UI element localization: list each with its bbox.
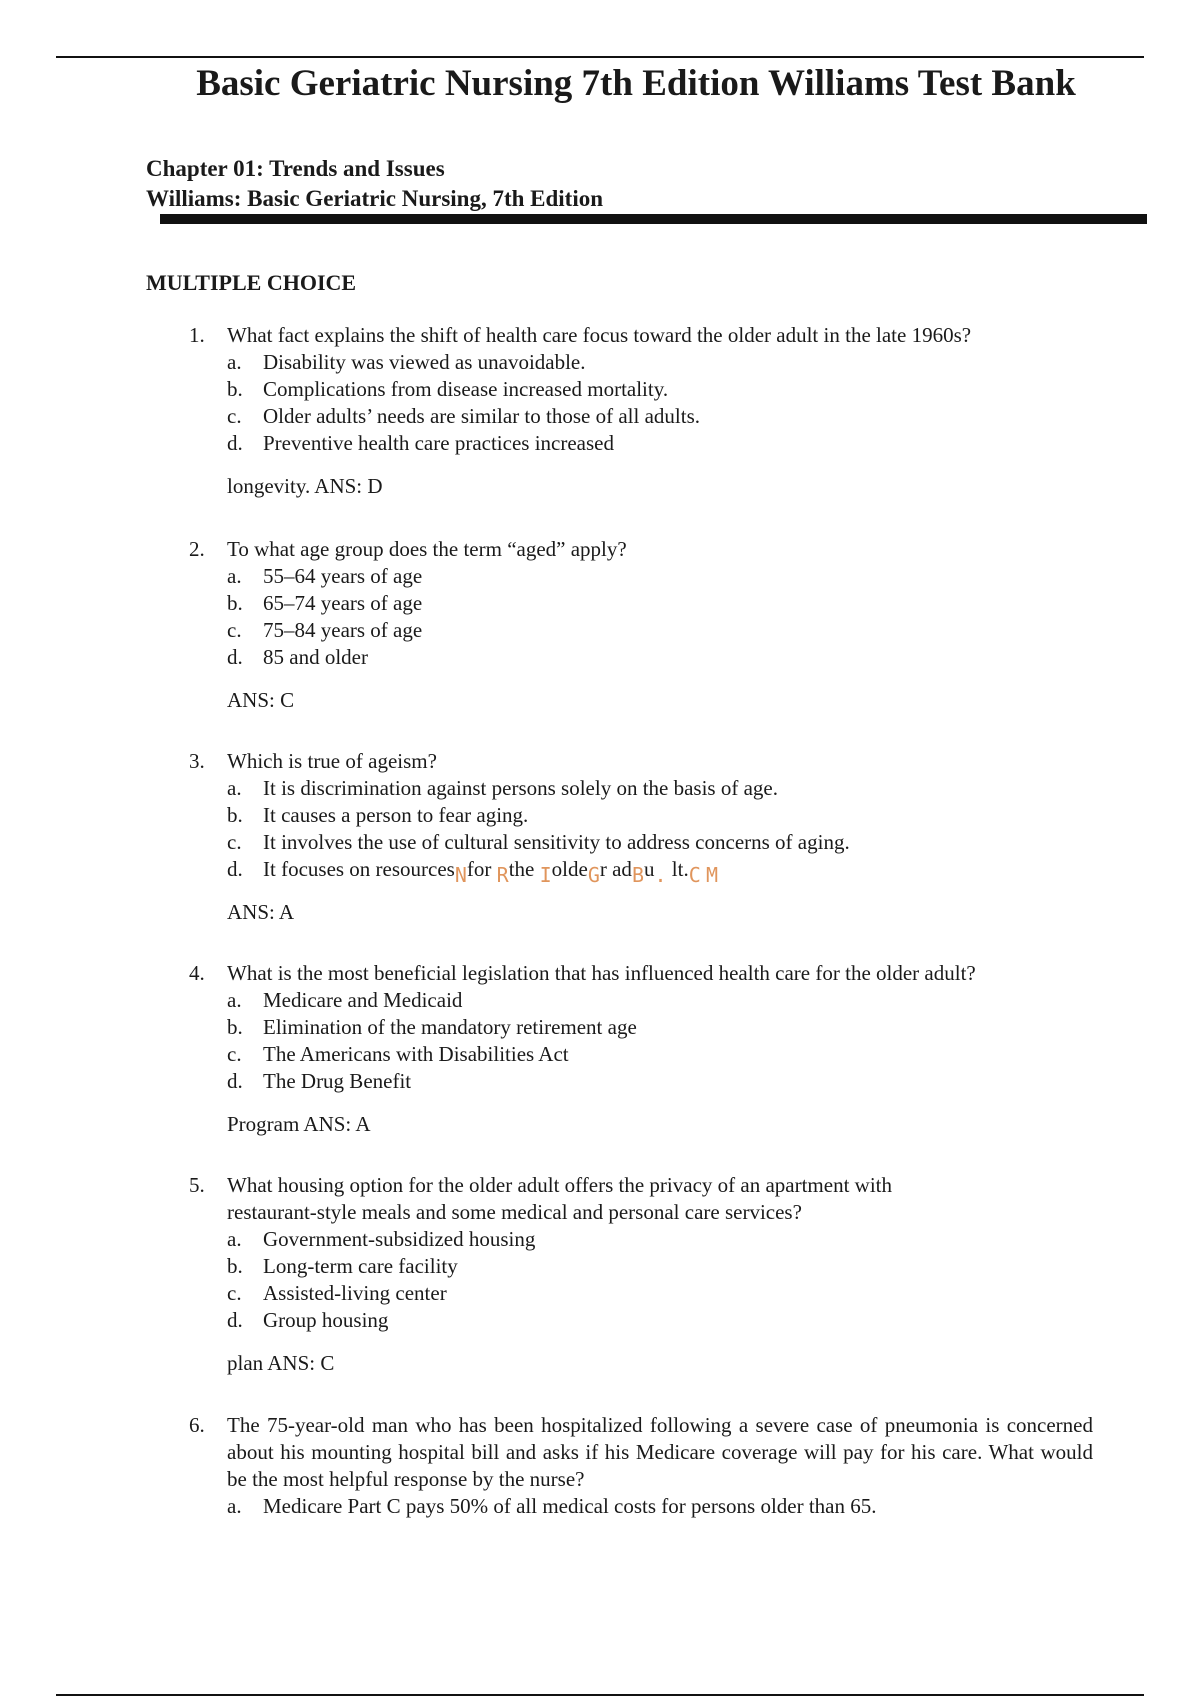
section-heading: MULTIPLE CHOICE [146, 270, 357, 295]
option-label: b. [227, 803, 243, 827]
option-text [263, 856, 719, 887]
option-label: d. [227, 1069, 243, 1093]
option-text: Group housing [263, 1308, 389, 1332]
option-b [227, 1253, 947, 1280]
bottom-rule [56, 1694, 1144, 1696]
option-a [227, 1493, 1093, 1520]
option-text: It involves the use of cultural sensitivity to address concerns of aging. [263, 830, 850, 854]
option-b [227, 1014, 1093, 1041]
question-6 [189, 1412, 1093, 1520]
text-fragment: olde [551, 857, 588, 881]
question-text: Which is true of ageism? [227, 749, 437, 773]
option-text: Older adults’ needs are similar to those of all adults. [263, 404, 700, 428]
option-c [227, 617, 1093, 644]
watermark-letter: R [496, 863, 509, 887]
question-1 [189, 322, 1093, 500]
option-label: c. [227, 618, 242, 642]
option-d [227, 1068, 1093, 1095]
option-label: c. [227, 830, 242, 854]
option-label: b. [227, 1254, 243, 1278]
text-fragment: r ad [599, 857, 632, 881]
option-label: c. [227, 1281, 242, 1305]
option-a [227, 775, 1093, 802]
option-text: The Drug Benefit [263, 1069, 412, 1093]
option-label: b. [227, 377, 243, 401]
option-label: a. [227, 564, 242, 588]
watermark-letter: C [688, 863, 701, 887]
option-text: Long-term care facility [263, 1254, 458, 1278]
option-label: a. [227, 350, 242, 374]
question-text: What is the most beneficial legislation that has influenced health care for the older adult? [227, 961, 976, 985]
option-text: Elimination of the mandatory retirement age [263, 1015, 637, 1039]
watermark-letter: M [706, 863, 719, 887]
answer-line: longevity. ANS: D [227, 474, 383, 498]
option-text: Complications from disease increased mortality. [263, 377, 669, 401]
question-number: 2. [189, 537, 205, 561]
option-d [227, 430, 1093, 457]
option-b [227, 802, 1093, 829]
option-text: Assisted-living center [263, 1281, 447, 1305]
watermark-letter: I [539, 863, 552, 887]
answer-line: plan ANS: C [227, 1351, 335, 1375]
option-a [227, 1226, 947, 1253]
option-label: c. [227, 404, 242, 428]
option-text: The Americans with Disabilities Act [263, 1042, 569, 1066]
question-3 [189, 748, 1093, 926]
option-text: Medicare Part C pays 50% of all medical costs for persons older than 65. [263, 1494, 877, 1518]
question-number: 6. [189, 1413, 205, 1437]
option-text: 85 and older [263, 645, 368, 669]
option-label: a. [227, 1227, 242, 1251]
option-text: 75–84 years of age [263, 618, 423, 642]
question-number: 4. [189, 961, 205, 985]
heading-divider [160, 214, 1147, 224]
chapter-title: Chapter 01: Trends and Issues [146, 156, 445, 181]
watermark-letter: G [587, 863, 600, 887]
answer-line: ANS: C [227, 688, 295, 712]
text-fragment: u [643, 857, 655, 881]
answer-line: Program ANS: A [227, 1112, 371, 1136]
option-text: Preventive health care practices increased [263, 431, 614, 455]
option-text: Disability was viewed as unavoidable. [263, 350, 586, 374]
option-label: d. [227, 645, 243, 669]
text-fragment: lt. [666, 857, 689, 881]
option-b [227, 590, 1093, 617]
top-rule [56, 56, 1144, 58]
option-text: 65–74 years of age [263, 591, 423, 615]
option-label: a. [227, 776, 242, 800]
option-label: d. [227, 431, 243, 455]
text-fragment: for [466, 857, 497, 881]
option-text: Medicare and Medicaid [263, 988, 463, 1012]
question-number: 5. [189, 1173, 205, 1197]
text-fragment: the [508, 857, 540, 881]
question-number: 1. [189, 323, 205, 347]
text-fragment: It focuses on resources [263, 857, 455, 881]
option-d [227, 856, 1093, 887]
chapter-heading [146, 154, 603, 214]
option-label: d. [227, 857, 243, 881]
option-c [227, 403, 1093, 430]
option-a [227, 349, 1093, 376]
answer-line: ANS: A [227, 900, 295, 924]
option-b [227, 376, 1093, 403]
option-label: c. [227, 1042, 242, 1066]
question-5 [189, 1172, 947, 1377]
option-a [227, 987, 1093, 1014]
question-text: To what age group does the term “aged” apply? [227, 537, 627, 561]
question-text: The 75-year-old man who has been hospitalized following a severe case of pneumonia is concerned about his mounting hospital bill and asks if his Medicare coverage will pay for his care. What would be the most helpful response by the nurse? [227, 1413, 1093, 1491]
option-a [227, 563, 1093, 590]
option-label: b. [227, 591, 243, 615]
option-d [227, 644, 1093, 671]
question-text: What fact explains the shift of health care focus toward the older adult in the late 1960s? [227, 323, 972, 347]
option-text: It causes a person to fear aging. [263, 803, 529, 827]
book-reference: Williams: Basic Geriatric Nursing, 7th Edition [146, 186, 604, 211]
question-2 [189, 536, 1093, 714]
option-c [227, 829, 1093, 856]
option-text: 55–64 years of age [263, 564, 423, 588]
option-label: a. [227, 988, 242, 1012]
option-text: Government-subsidized housing [263, 1227, 536, 1251]
option-label: a. [227, 1494, 242, 1518]
watermark-letter: B [631, 863, 644, 887]
question-text: What housing option for the older adult offers the privacy of an apartment with restaurant-style meals and some medical and personal care services? [227, 1173, 893, 1224]
option-label: d. [227, 1308, 243, 1332]
option-text: It is discrimination against persons solely on the basis of age. [263, 776, 778, 800]
option-d [227, 1307, 947, 1334]
watermark-letter: . [654, 863, 667, 887]
document-title: Basic Geriatric Nursing 7th Edition Williams Test Bank [196, 63, 1076, 104]
option-c [227, 1280, 947, 1307]
option-c [227, 1041, 1093, 1068]
option-label: b. [227, 1015, 243, 1039]
watermark-letter: N [454, 863, 467, 887]
question-4 [189, 960, 1093, 1138]
question-number: 3. [189, 749, 205, 773]
